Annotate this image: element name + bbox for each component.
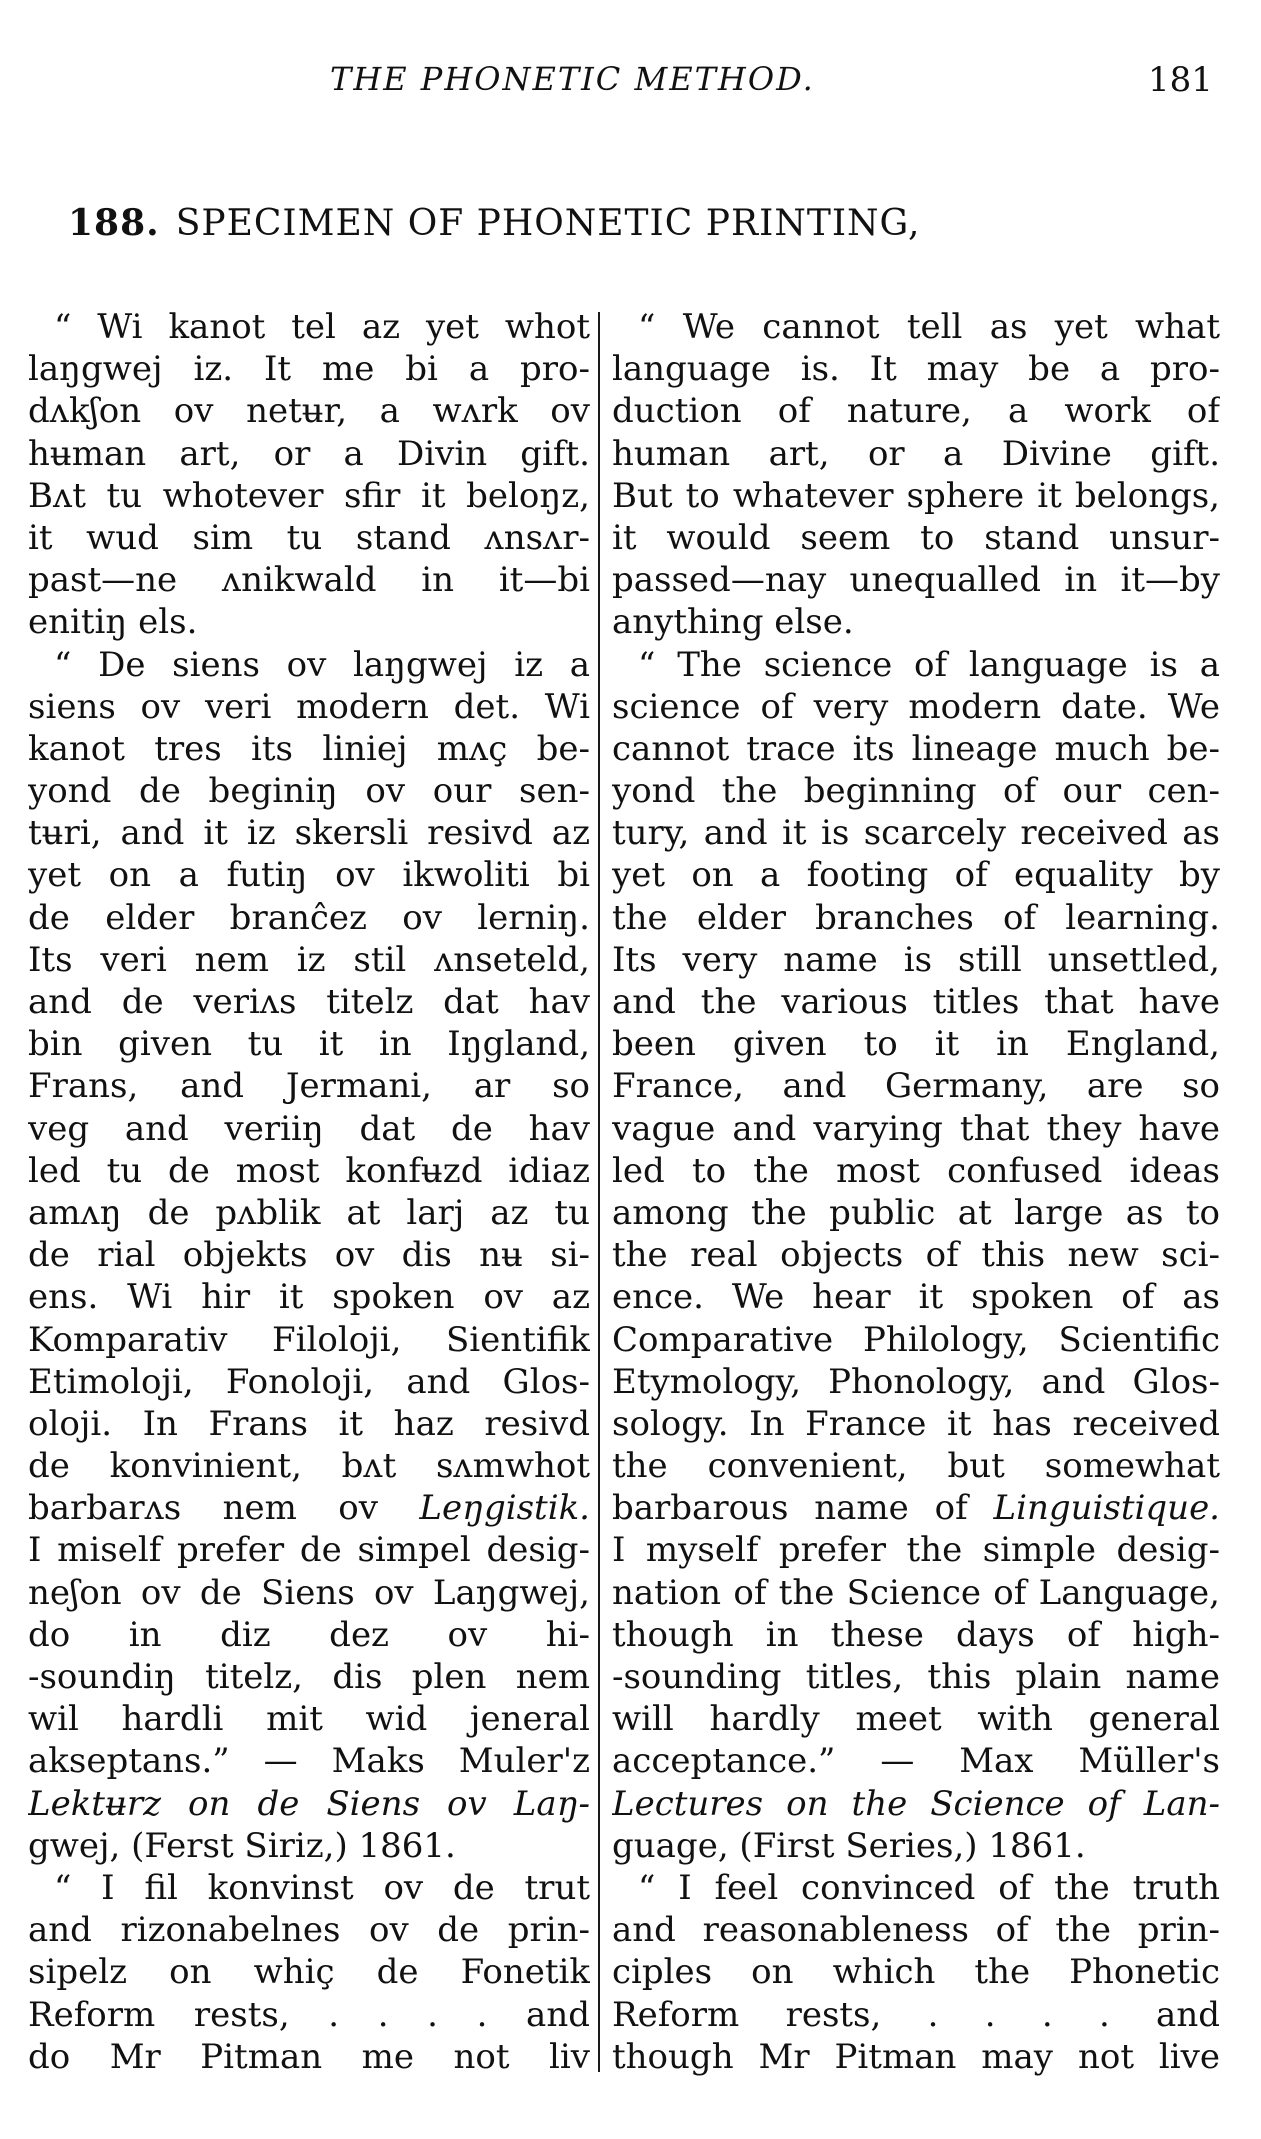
text-line: and de veriʌs titelz dat hav <box>28 982 590 1022</box>
text-line: ens. Wi hir it spoken ov az <box>28 1277 590 1318</box>
text-line: wil hardli mit wid jeneral <box>28 1699 590 1740</box>
text-line: among the public at large as to <box>612 1192 1220 1233</box>
text-line: it would seem to stand unsur- <box>612 517 1220 558</box>
text-line: sipelz on whiç de Fonetik <box>28 1952 590 1993</box>
text-line: barbarous name of Linguistique. <box>612 1488 1220 1529</box>
text-line: bin given tu it in Iŋgland, <box>28 1024 590 1065</box>
text-line: yet on a footing of equality by <box>612 855 1220 896</box>
text-line: Etimoloji, Fonoloji, and Glos- <box>28 1361 590 1402</box>
section-heading <box>68 202 920 244</box>
text-line: But to whatever sphere it belongs, <box>612 475 1220 516</box>
english-text-column <box>612 306 1220 2078</box>
text-line: “ We cannot tell as yet what <box>638 307 1220 347</box>
text-line: tury, and it is scarcely received as <box>612 813 1220 854</box>
text-line: sology. In France it has received <box>612 1403 1220 1444</box>
text-line: de rial objekts ov dis nʉ si- <box>28 1235 590 1276</box>
text-line: “ I fil konvinst ov de trut <box>54 1867 590 1908</box>
text-line: hʉman art, or a Divin gift. <box>28 433 590 474</box>
text-line: oloji. In Frans it haz resivd <box>28 1403 590 1444</box>
text-line: the elder branches of learning. <box>612 897 1220 938</box>
text-line: human art, or a Divine gift. <box>612 433 1220 474</box>
text-line: I miself prefer de simpel desig- <box>28 1530 590 1571</box>
text-line: Etymology, Phonology, and Glos- <box>612 1361 1220 1402</box>
text-line: Its very name is still unsettled, <box>612 939 1220 980</box>
text-line: vague and varying that they have <box>612 1108 1220 1149</box>
text-line: Komparativ Filoloji, Sientifik <box>28 1319 590 1360</box>
text-line: acceptance.” — Max Müller's <box>612 1741 1220 1782</box>
running-title: THE PHONETIC METHOD. <box>330 60 815 98</box>
text-line: nation of the Science of Language, <box>612 1572 1220 1613</box>
text-line: and the various titles that have <box>612 982 1220 1022</box>
text-line: do Mr Pitman me not liv <box>28 2036 590 2077</box>
text-line: laŋgwej iz. It me bi a pro- <box>28 349 590 390</box>
text-line: the real objects of this new sci- <box>612 1235 1220 1276</box>
text-line: cannot trace its lineage much be- <box>612 728 1220 769</box>
text-line: ence. We hear it spoken of as <box>612 1277 1220 1318</box>
text-line: “ I feel convinced of the truth <box>638 1867 1220 1908</box>
text-line: led tu de most konfʉzd idiaz <box>28 1150 590 1191</box>
text-line: “ Wi kanot tel az yet whot <box>54 307 590 347</box>
text-line: veg and veriiŋ dat de hav <box>28 1108 590 1149</box>
text-line: yet on a futiŋ ov ikwoliti bi <box>28 855 590 896</box>
text-line: language is. It may be a pro- <box>612 349 1220 390</box>
text-line: been given to it in England, <box>612 1024 1220 1065</box>
text-line: neʃon ov de Siens ov Laŋgwej, <box>28 1572 590 1613</box>
text-line: Reform rests, . . . . and <box>612 1994 1220 2035</box>
text-line: yond the beginning of our cen- <box>612 771 1220 812</box>
text-line: will hardly meet with general <box>612 1699 1220 1740</box>
running-head <box>0 60 1261 120</box>
text-line: amʌŋ de pʌblik at larj az tu <box>28 1192 590 1233</box>
text-line: guage, (First Series,) 1861. <box>612 1825 1086 1866</box>
text-line: it wud sim tu stand ʌnsʌr- <box>28 517 590 558</box>
text-line: -sounding titles, this plain name <box>612 1657 1220 1697</box>
text-line: though Mr Pitman may not live <box>612 2036 1220 2077</box>
text-line: though in these days of high- <box>612 1614 1220 1655</box>
text-line: Comparative Philology, Scientific <box>612 1319 1220 1360</box>
text-line: akseptans.” — Maks Muler'z <box>28 1741 590 1782</box>
text-line: and reasonableness of the prin- <box>612 1910 1220 1951</box>
text-line: barbarʌs nem ov Leŋgistik. <box>28 1488 590 1529</box>
phonetic-text-column <box>28 306 590 2078</box>
text-line: and rizonabelnes ov de prin- <box>28 1910 590 1951</box>
text-line: anything else. <box>612 602 854 643</box>
text-line: duction of nature, a work of <box>612 391 1220 432</box>
text-line: led to the most confused ideas <box>612 1150 1220 1191</box>
text-line: do in diz dez ov hi- <box>28 1614 590 1655</box>
text-line: siens ov veri modern det. Wi <box>28 686 590 727</box>
text-line: yond de beginiŋ ov our sen- <box>28 771 590 812</box>
text-line: the convenient, but somewhat <box>612 1446 1220 1487</box>
text-line: past—ne ʌnikwald in it—bi <box>28 560 590 601</box>
text-line: passed—nay unequalled in it—by <box>612 560 1220 601</box>
text-line: -soundiŋ titelz, dis plen nem <box>28 1657 590 1697</box>
text-line: Lektʉrz on de Siens ov Laŋ- <box>28 1783 590 1824</box>
text-line: “ De siens ov laŋgwej iz a <box>54 644 590 685</box>
text-line: de elder branĉez ov lerniŋ. <box>28 897 590 938</box>
text-line: enitiŋ els. <box>28 602 198 643</box>
section-title: SPECIMEN OF PHONETIC PRINTING, <box>175 203 921 244</box>
text-line: Frans, and Jermani, ar so <box>28 1066 590 1107</box>
text-line: ciples on which the Phonetic <box>612 1952 1220 1993</box>
text-line: tʉri, and it iz skersli resivd az <box>28 813 590 854</box>
text-line: kanot tres its liniej mʌç be- <box>28 728 590 769</box>
text-line: “ The science of language is a <box>638 644 1220 685</box>
text-line: gwej, (Ferst Siriz,) 1861. <box>28 1825 456 1866</box>
page-number: 181 <box>1148 60 1213 100</box>
text-line: Its veri nem iz stil ʌnseteld, <box>28 939 590 980</box>
section-number: 188. <box>68 202 160 244</box>
text-line: Reform rests, . . . . and <box>28 1994 590 2035</box>
text-line: dʌkʃon ov netʉr, a wʌrk ov <box>28 391 590 432</box>
text-line: de konvinient, bʌt sʌmwhot <box>28 1446 590 1487</box>
text-line: France, and Germany, are so <box>612 1066 1220 1107</box>
column-divider <box>598 312 600 2072</box>
text-line: Lectures on the Science of Lan- <box>612 1783 1220 1824</box>
text-line: I myself prefer the simple desig- <box>612 1530 1220 1571</box>
text-line: Bʌt tu whotever sfir it beloŋz, <box>28 475 590 516</box>
text-line: science of very modern date. We <box>612 686 1220 727</box>
